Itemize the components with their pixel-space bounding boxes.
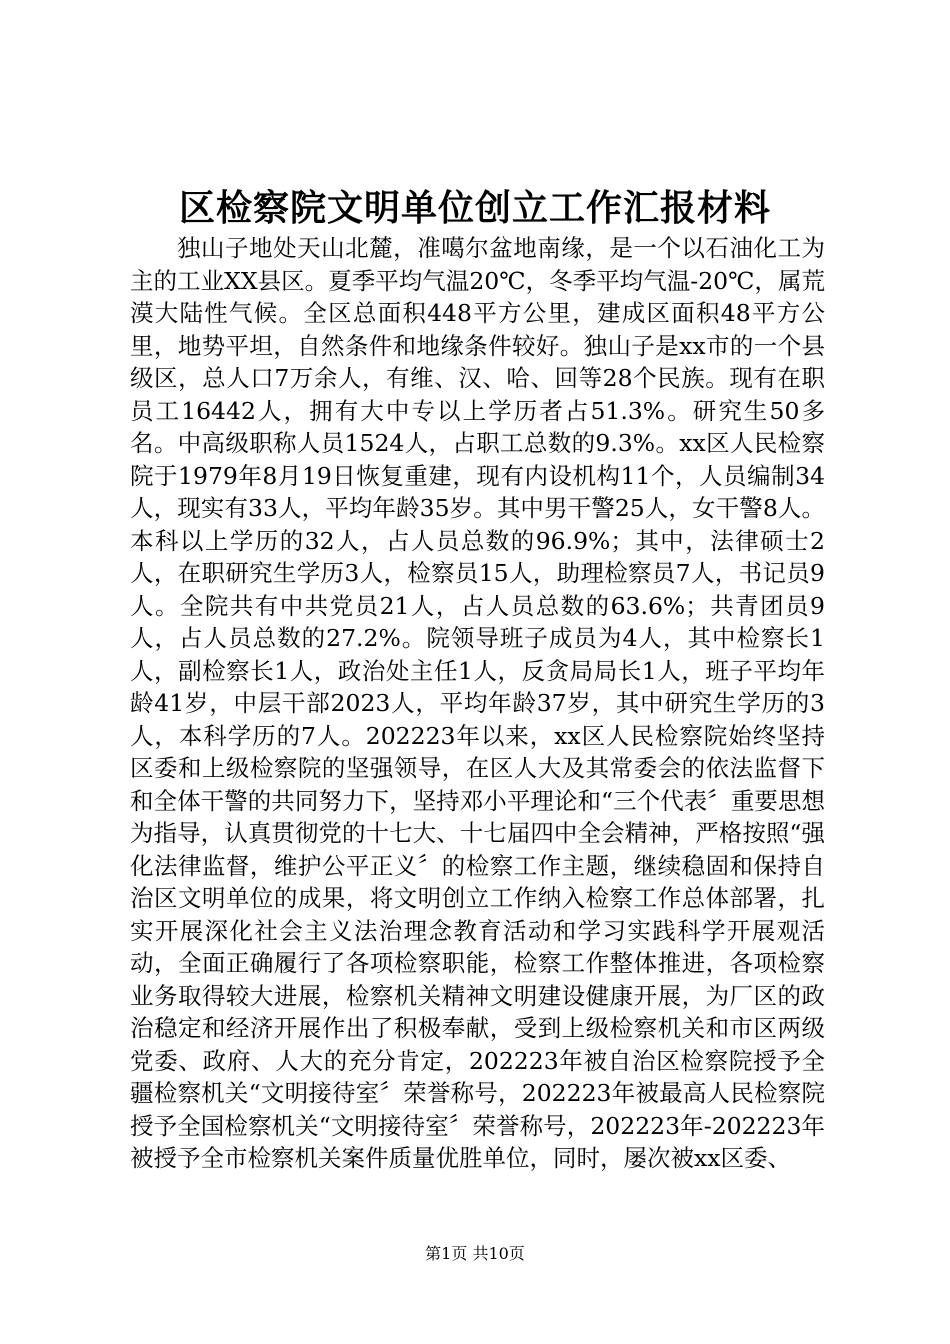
body-paragraph: 独山子地处天山北麓，准噶尔盆地南缘，是一个以石油化工为主的工业XX县区。夏季平均气温20℃，冬季平均气温-20℃，属荒漠大陆性气候。全区总面积448平方公里，建成区面积48平方公里，地势平坦，自然条件和地缘条件较好。独山子是xx市的一个县级区，总人口7万余人，有维、汉、哈、回等28个民族。现有在职员工16442人，拥有大中专以上学历者占51.3%。研究生50多名。中高级职称人员1524人，占职工总数的9.3%。xx区人民检察院于1979年8月19日恢复重建，现有内设机构11个，人员编制34人，现实有33人，平均年龄35岁。其中男干警25人，女干警8人。本科以上学历的32人，占人员总数的96.9%；其中，法律硕士2人，在职研究生学历3人，检察员15人，助理检察员7人，书记员9人。全院共有中共党员21人，占人员总数的63.6%；共青团员9人，占人员总数的27.2%。院领导班子成员为4人，其中检察长1人，副检察长1人，政治处主任1人，反贪局局长1人，班子平均年龄41岁，中层干部2023人，平均年龄37岁，其中研究生学历的3人，本科学历的7人。202223年以来，xx区人民检察院始终坚持区委和上级检察院的坚强领导，在区人大及其常委会的依法监督下和全体干警的共同努力下，坚持邓小平理论和“三个代表〞重要思想为指导，认真贯彻党的十七大、十七届四中全会精神，严格按照“强化法律监督，维护公平正义〞的检察工作主题，继续稳固和保持自治区文明单位的成果，将文明创立工作纳入检察工作总体部署，扎实开展深化社会主义法治理念教育活动和学习实践科学开展观活动，全面正确履行了各项检察职能，检察工作整体推进，各项检察业务取得较大进展，检察机关精神文明建设健康开展，为厂区的政治稳定和经济开展作出了积极奉献，受到上级检察机关和市区两级党委、政府、人大的充分肯定，202223年被自治区检察院授予全疆检察机关“文明接待室〞荣誉称号，202223年被最高人民检察院授予全国检察机关“文明接待室〞荣誉称号，202223年-202223年被授予全市检察机关案件质量优胜单位，同时，屡次被xx区委、 xyxy=(130,234,825,1172)
document-title: 区检察院文明单位创立工作汇报材料 xyxy=(178,187,771,229)
page-number-footer: 第1页 共10页 xyxy=(425,1244,525,1263)
